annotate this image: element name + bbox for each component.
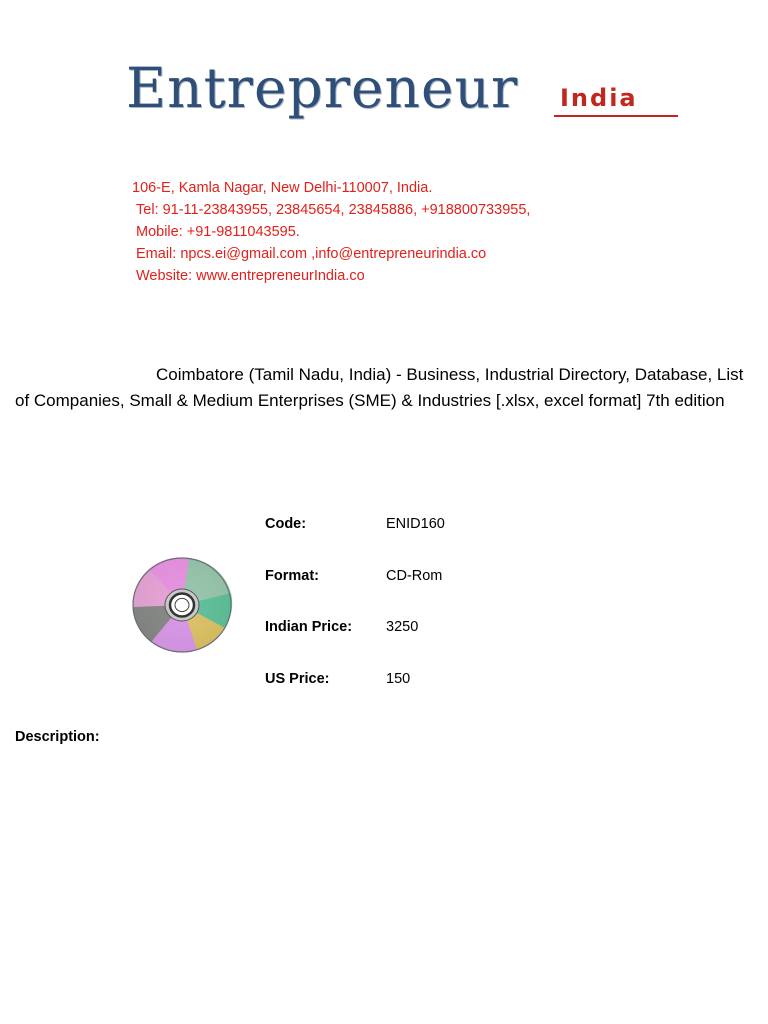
contact-website: Website: www.entrepreneurIndia.co xyxy=(136,268,365,284)
logo-sub-text: India xyxy=(560,84,638,112)
code-label: Code: xyxy=(265,516,307,532)
us-price-label: US Price: xyxy=(265,670,330,687)
logo-underline xyxy=(554,115,678,117)
format-label: Format: xyxy=(265,567,319,584)
product-title: Coimbatore (Tamil Nadu, India) - Business, Industrial Directory, Database, List of Companies, Small & Medium Enterprises (SME) & Industries [.xlsx, excel format] 7th edition xyxy=(15,365,744,410)
cd-rom-disc-icon xyxy=(131,555,233,655)
contact-email: Email: npcs.ei@gmail.com ,info@entrepreneurindia.co xyxy=(136,246,487,262)
contact-tel: Tel: 91-11-23843955, 23845654, 23845886, +918800733955, xyxy=(136,202,531,218)
logo-main-text: Entrepreneur xyxy=(126,56,519,120)
code-value: ENID160 xyxy=(386,516,445,532)
format-value: CD-Rom xyxy=(386,567,443,584)
contact-mobile: Mobile: +91-9811043595. xyxy=(136,224,300,240)
description-label: Description: xyxy=(15,729,100,745)
indian-price-label: Indian Price: xyxy=(265,619,353,635)
contact-block xyxy=(132,177,530,287)
indian-price-value: 3250 xyxy=(386,619,419,635)
contact-address: 106-E, Kamla Nagar, New Delhi-110007, India. xyxy=(132,180,433,196)
entrepreneur-india-logo xyxy=(126,56,686,126)
us-price-value: 150 xyxy=(386,670,411,687)
